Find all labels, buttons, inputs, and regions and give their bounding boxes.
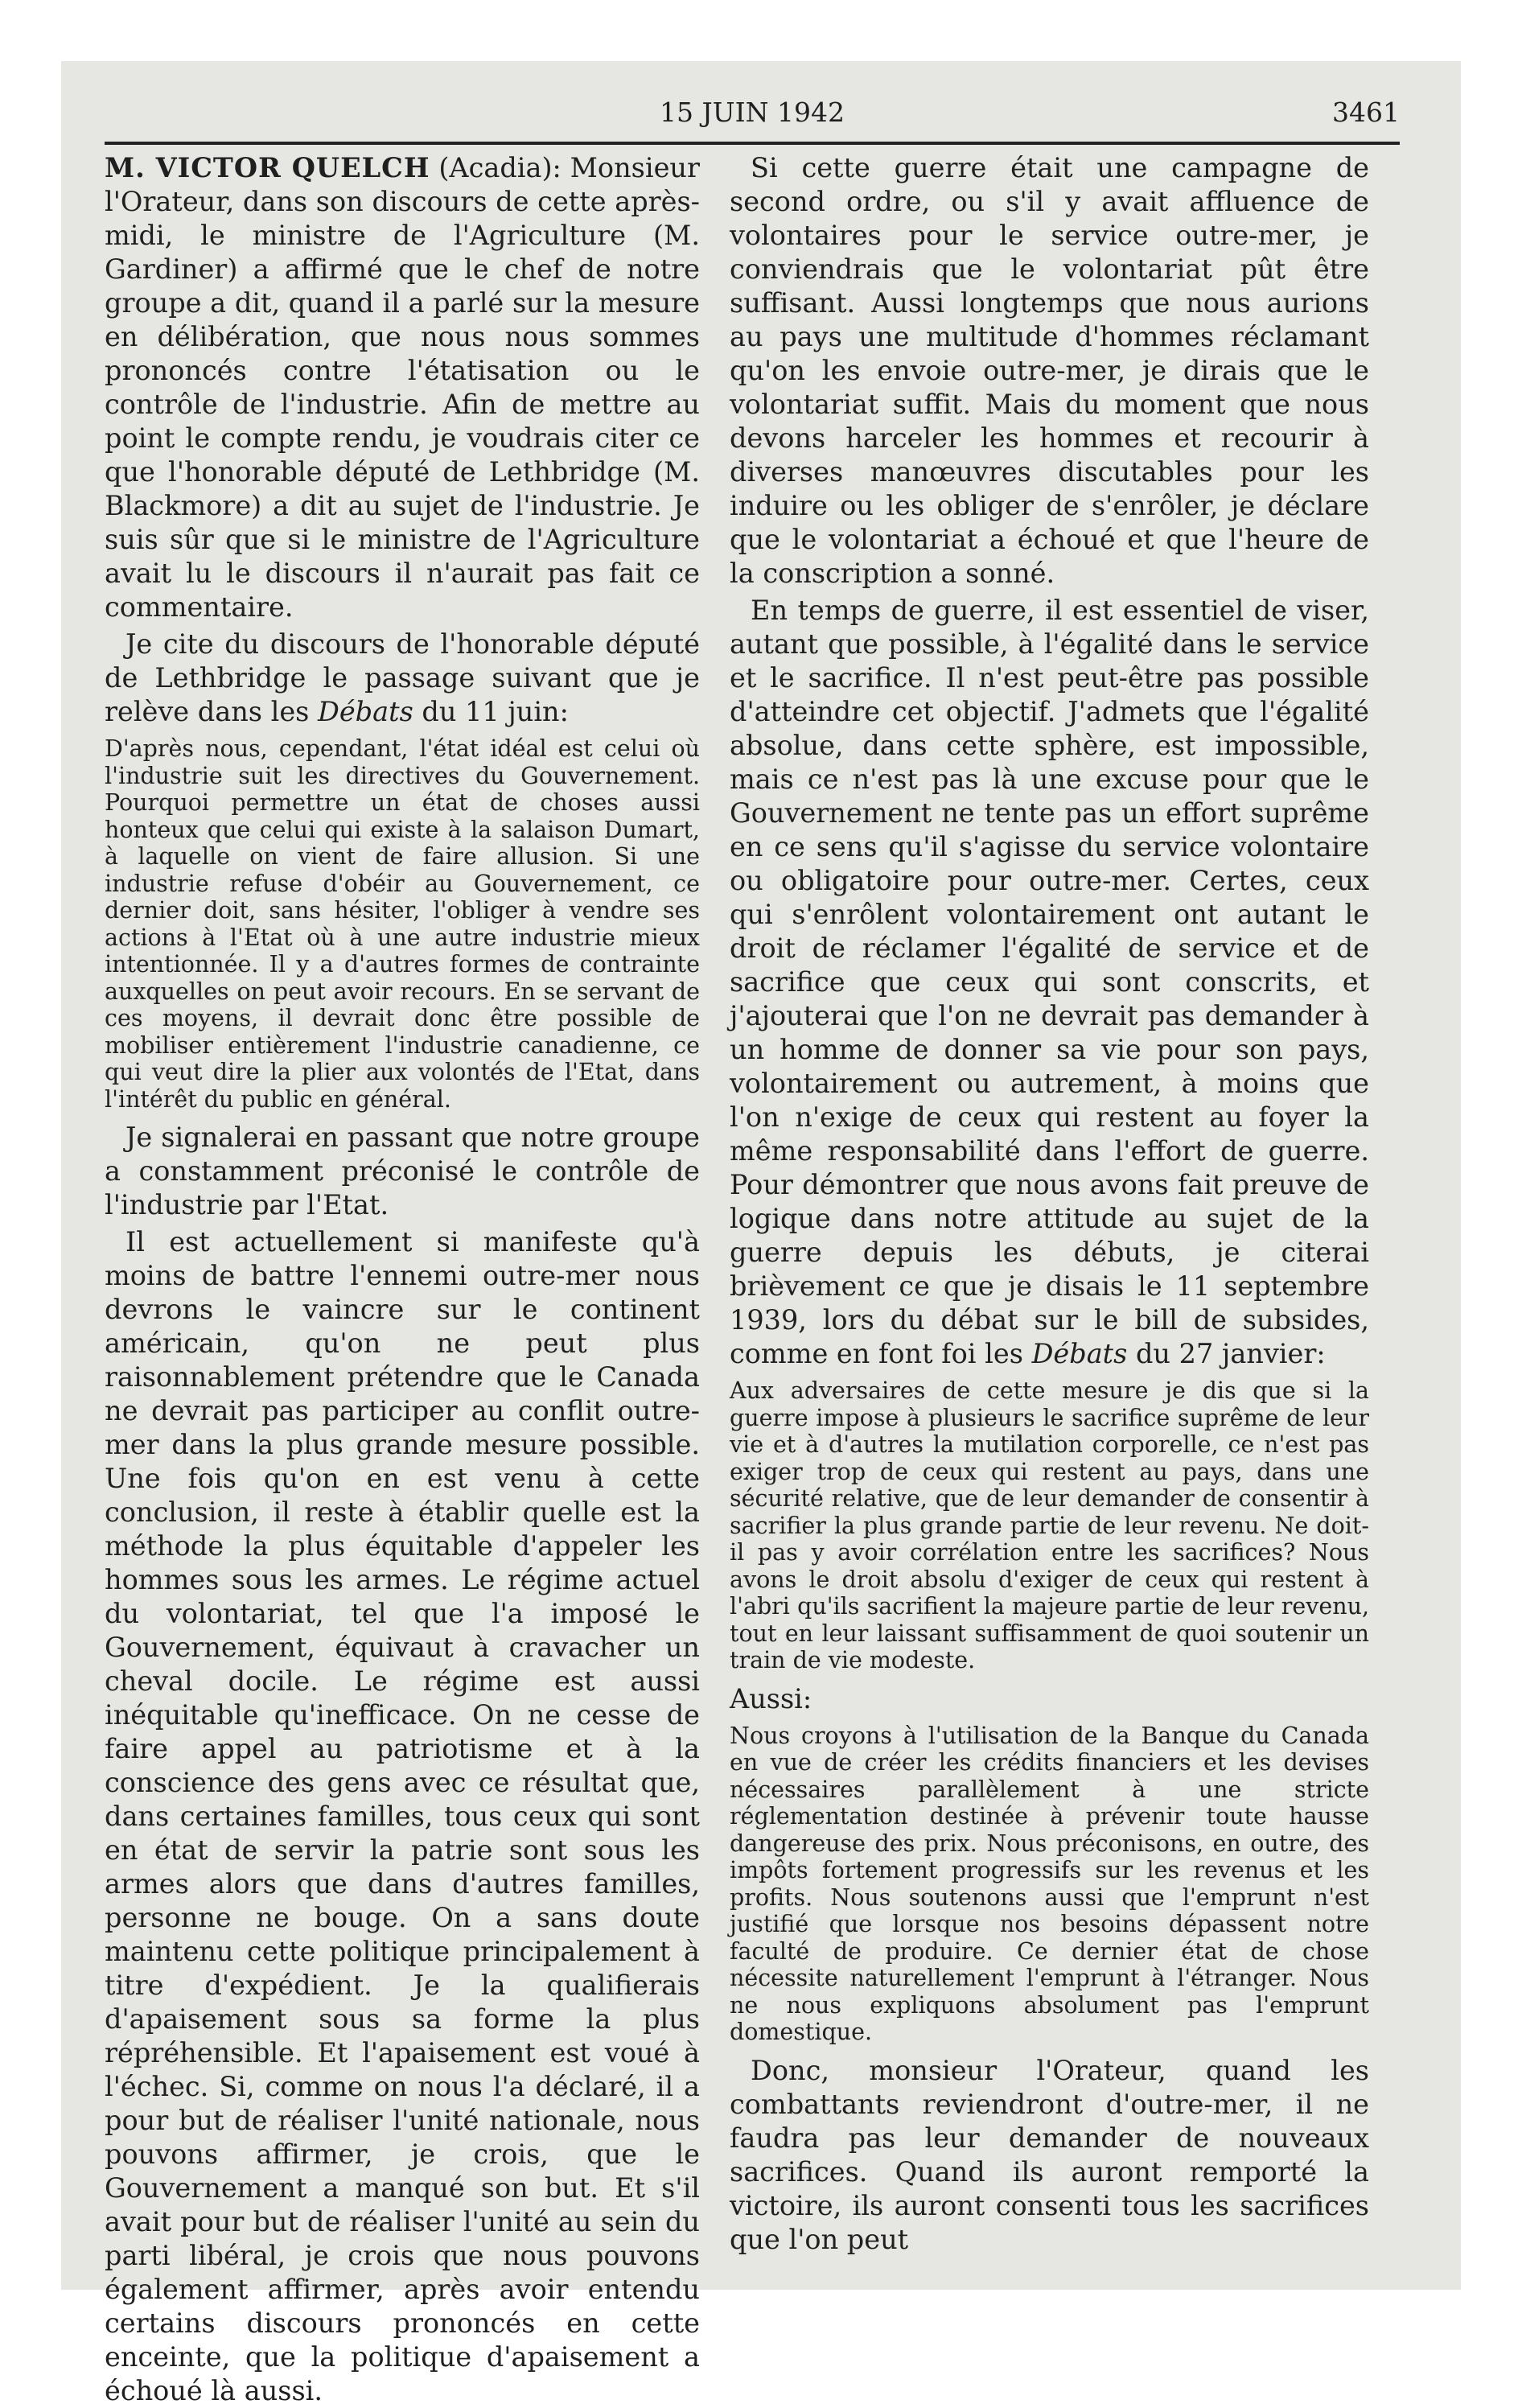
header-date: 15 JUIN 1942: [660, 97, 845, 128]
paragraph: [105, 628, 700, 729]
paragraph-text: En temps de guerre, il est essentiel de viser, autant que possible, à l'égalité dans le service et le sacrifice. Il n'est peut-être pas possible d'atteindre cet objectif. J'admets que l'égalité absolue, dans cette sphère, est impossible, mais ce n'est pas là une excuse pour que le Gouvernement ne tente pas un effort suprême en ce sens qu'il s'agisse du service volontaire ou obligatoire pour outre-mer. Certes, ceux qui s'enrôlent volontairement ont autant le droit de réclamer l'égalité de service et de sacrifice que ceux qui sont conscrits, et j'ajouterai que l'on ne devrait pas demander à un homme de donner sa vie pour son pays, volontairement ou autrement, à moins que l'on n'exige de ceux qui restent au foyer la même responsabilité dans l'effort de guerre. Pour démontrer que nous avons fait preuve de logique dans notre attitude au sujet de la guerre depuis les débuts, je citerai brièvement ce que je disais le 11 septembre 1939, lors du débat sur le bill de subsides, comme en font foi les: [730, 595, 1369, 1369]
header-rule: [105, 142, 1400, 145]
page-header: [105, 97, 1400, 132]
debats-reference: Débats: [1031, 1338, 1128, 1369]
block-quote: Nous croyons à l'utilisation de la Banque du Canada en vue de créer les crédits financiers et les devises nécessaires parallèlement à une stricte réglementation destinée à prévenir toute hausse dangereuse des prix. Nous préconisons, en outre, des impôts fortement progressifs sur les revenus et les profits. Nous soutenons aussi que l'emprunt n'est justifié que lorsque nos besoins dépassent notre faculté de produire. Ce dernier état de chose nécessite naturellement l'emprunt à l'étranger. Nous ne nous expliquons absolument pas l'emprunt domestique.: [730, 1722, 1369, 2045]
paragraph: Il est actuellement si manifeste qu'à moins de battre l'ennemi outre-mer nous devrons le vaincre sur le continent américain, qu'on ne peut plus raisonnablement prétendre que le Canada ne devrait pas participer au conflit outre-mer dans la plus grande mesure possible. Une fois qu'on en est venu à cette conclusion, il reste à établir quelle est la méthode la plus équitable d'appeler les hommes sous les armes. Le régime actuel du volontariat, tel que l'a imposé le Gouvernement, équivaut à cravacher un cheval docile. Le régime est aussi inéquitable qu'inefficace. On ne cesse de faire appel au patriotisme et à la conscience des gens avec ce résultat que, dans certaines familles, tous ceux qui sont en état de servir la patrie sont sous les armes alors que dans d'autres familles, personne ne bouge. On a sans doute maintenu cette politique principalement à titre d'expédient. Je la qualifierais d'apaisement sous sa forme la plus répréhensible. Et l'apaisement est voué à l'échec. Si, comme on nous l'a déclaré, il a pour but de réaliser l'unité nationale, nous pouvons affirmer, je crois, que le Gouvernement a manqué son but. Et s'il avait pour but de réaliser l'unité au sein du parti libéral, je crois que nous pouvons également affirmer, après avoir entendu certains discours prononcés en cette enceinte, que la politique d'apaisement a échoué là aussi.: [105, 1226, 700, 2406]
page-number: 3461: [1332, 97, 1400, 128]
paragraph: Donc, monsieur l'Orateur, quand les combattants reviendront d'outre-mer, il ne faudra pas leur demander de nouveaux sacrifices. Quand ils auront remporté la victoire, ils auront consenti tous les sacrifices que l'on peut: [730, 2054, 1369, 2255]
paragraph-text: du 11 juin:: [422, 696, 569, 727]
paragraph: [730, 594, 1369, 1371]
speaker-name: M. VICTOR QUELCH: [105, 152, 430, 183]
paragraph: Aussi:: [730, 1682, 812, 1714]
paragraph-text: (Acadia): Monsieur l'Orateur, dans son discours de cette après-midi, le ministre de l'Agriculture (M. Gardiner) a affirmé que le chef de notre groupe a dit, quand il a parlé sur la mesure en délibération, que nous nous sommes prononcés contre l'étatisation ou le contrôle de l'industrie. Afin de mettre au point le compte rendu, je voudrais citer ce que l'honorable député de Lethbridge (M. Blackmore) a dit au sujet de l'industrie. Je suis sûr que si le ministre de l'Agriculture avait lu le discours il n'aurait pas fait ce commentaire.: [105, 152, 700, 623]
block-quote: D'après nous, cependant, l'état idéal est celui où l'industrie suit les directives du Gouvernement. Pourquoi permettre un état de choses aussi honteux que celui qui existe à la salaison Dumart, à laquelle on vient de faire allusion. Si une industrie refuse d'obéir au Gouvernement, ce dernier doit, sans hésiter, l'obliger à vendre ses actions à l'Etat où à une autre industrie mieux intentionnée. Il y a d'autres formes de contrainte auxquelles on peut avoir recours. En se servant de ces moyens, il devrait donc être possible de mobiliser entièrement l'industrie canadienne, ce qui veut dire la plier aux volontés de l'Etat, dans l'intérêt du public en général.: [105, 735, 700, 1113]
paragraph: [105, 151, 700, 624]
block-quote: Aux adversaires de cette mesure je dis que si la guerre impose à plusieurs le sacrifice suprême de leur vie et à d'autres la mutilation corporelle, ce n'est pas exiger trop de ceux qui restent au pays, dans une sécurité relative, que de leur demander de consentir à sacrifier la plus grande partie de leur revenu. Ne doit-il pas y avoir corrélation entre les sacrifices? Nous avons le droit absolu d'exiger de ceux qui restent à l'abri qu'ils sacrifient la majeure partie de leur revenu, tout en leur laissant suffisamment de quoi soutenir un train de vie modeste.: [730, 1377, 1369, 1673]
paragraph: Si cette guerre était une campagne de second ordre, ou s'il y avait affluence de volontaires pour le service outre-mer, je conviendrais que le volontariat pût être suffisant. Aussi longtemps que nous aurions au pays une multitude d'hommes réclamant qu'on les envoie outre-mer, je dirais que le volontariat suffit. Mais du moment que nous devons harceler les hommes et recourir à diverses manœuvres discutables pour les induire ou les obliger de s'enrôler, je déclare que le volontariat a échoué et que l'heure de la conscription a sonné.: [730, 152, 1369, 589]
debats-reference: Débats: [318, 696, 413, 727]
left-column: [105, 151, 700, 2408]
paragraph: Je signalerai en passant que notre groupe a constamment préconisé le contrôle de l'industrie par l'Etat.: [105, 1122, 700, 1220]
paragraph-text: du 27 janvier:: [1135, 1338, 1326, 1369]
paragraph-text: Je cite du discours de l'honorable député de Lethbridge le passage suivant que je relève dans les: [105, 628, 700, 727]
right-column: [730, 151, 1369, 2257]
